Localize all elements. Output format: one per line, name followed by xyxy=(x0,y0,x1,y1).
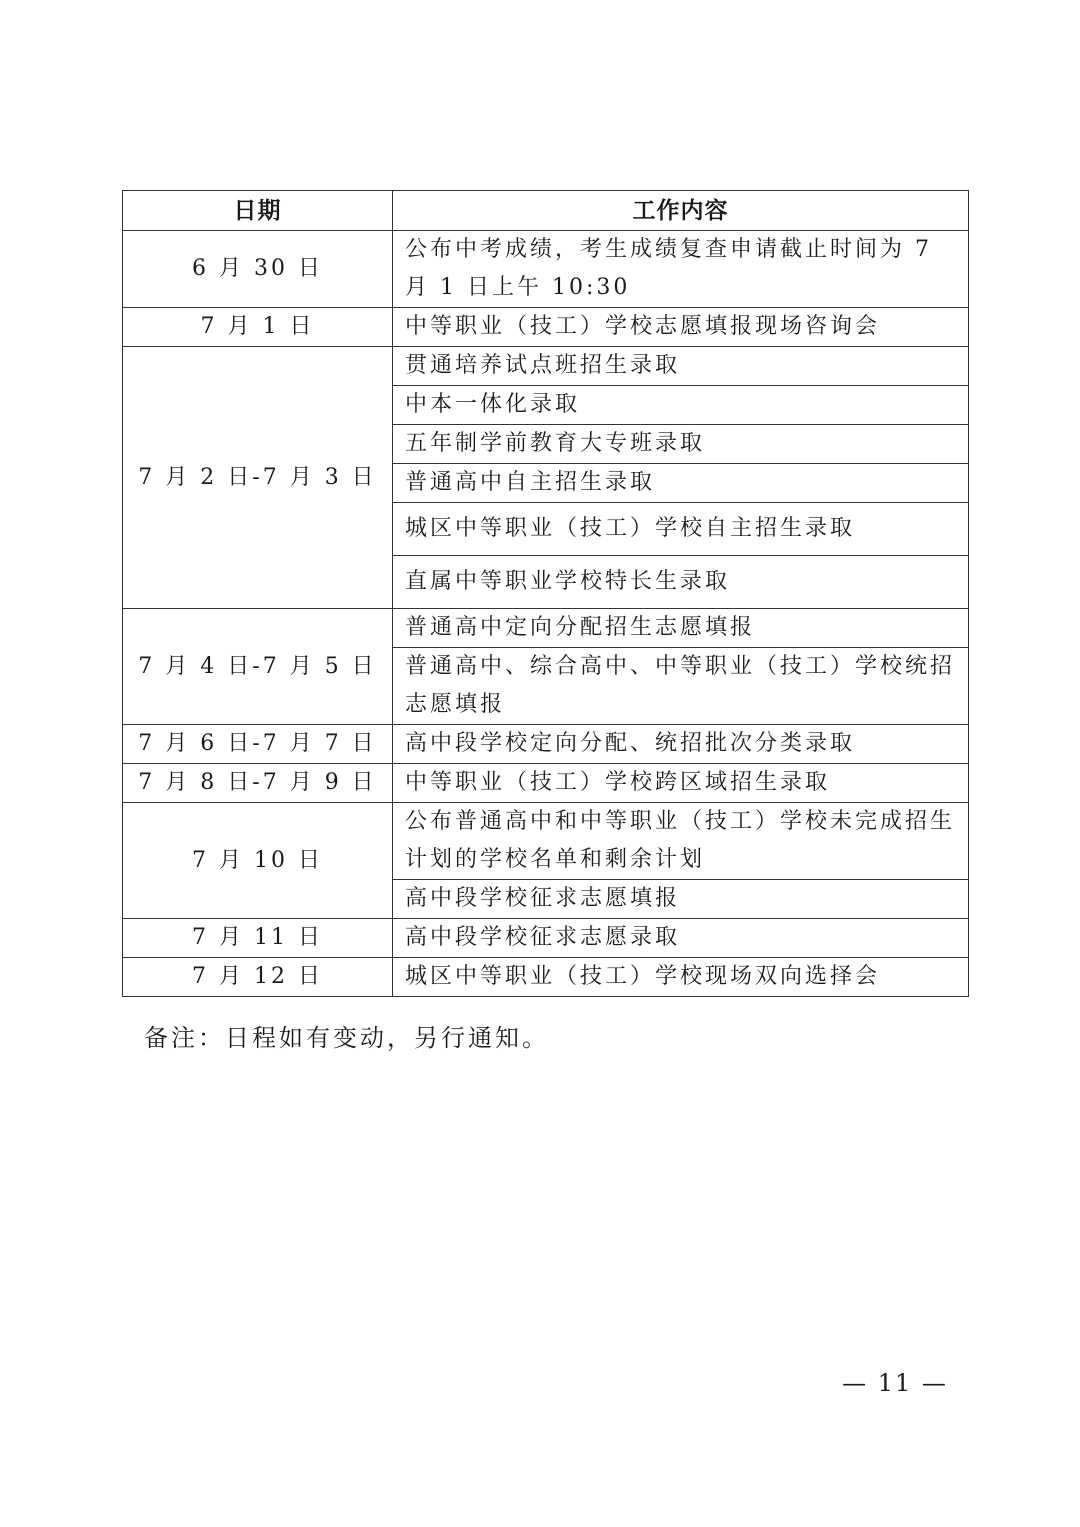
remark-note: 备注：日程如有变动，另行通知。 xyxy=(144,1024,549,1052)
table-row xyxy=(123,803,969,880)
table-row xyxy=(123,958,969,997)
work-cell: 高中段学校征求志愿填报 xyxy=(393,880,969,919)
table-row xyxy=(123,308,969,347)
date-cell: 7 月 4 日-7 月 5 日 xyxy=(123,609,393,725)
work-cell: 直属中等职业学校特长生录取 xyxy=(393,556,969,609)
work-cell: 普通高中自主招生录取 xyxy=(393,464,969,503)
work-cell: 高中段学校定向分配、统招批次分类录取 xyxy=(393,725,969,764)
work-cell: 五年制学前教育大专班录取 xyxy=(393,425,969,464)
date-cell: 7 月 8 日-7 月 9 日 xyxy=(123,764,393,803)
table-header-row xyxy=(123,191,969,231)
work-cell: 普通高中、综合高中、中等职业（技工）学校统招志愿填报 xyxy=(393,648,969,725)
date-cell: 7 月 11 日 xyxy=(123,919,393,958)
date-cell: 7 月 2 日-7 月 3 日 xyxy=(123,347,393,609)
table-row xyxy=(123,919,969,958)
work-cell: 中等职业（技工）学校志愿填报现场咨询会 xyxy=(393,308,969,347)
work-cell: 中本一体化录取 xyxy=(393,386,969,425)
date-cell: 7 月 12 日 xyxy=(123,958,393,997)
work-cell: 公布普通高中和中等职业（技工）学校未完成招生计划的学校名单和剩余计划 xyxy=(393,803,969,880)
work-cell: 高中段学校征求志愿录取 xyxy=(393,919,969,958)
work-cell: 公布中考成绩，考生成绩复查申请截止时间为 7 月 1 日上午 10:30 xyxy=(393,231,969,308)
work-cell: 城区中等职业（技工）学校自主招生录取 xyxy=(393,503,969,556)
table-row xyxy=(123,609,969,648)
table-row xyxy=(123,725,969,764)
table-row xyxy=(123,347,969,386)
schedule-table xyxy=(122,190,969,997)
date-cell: 7 月 10 日 xyxy=(123,803,393,919)
date-column-header: 日期 xyxy=(123,191,393,231)
work-column-header: 工作内容 xyxy=(393,191,969,231)
work-cell: 城区中等职业（技工）学校现场双向选择会 xyxy=(393,958,969,997)
table-row xyxy=(123,231,969,308)
date-cell: 6 月 30 日 xyxy=(123,231,393,308)
table-row xyxy=(123,764,969,803)
work-cell: 贯通培养试点班招生录取 xyxy=(393,347,969,386)
page-number: — 11 — xyxy=(842,1369,948,1397)
work-cell: 中等职业（技工）学校跨区域招生录取 xyxy=(393,764,969,803)
date-cell: 7 月 1 日 xyxy=(123,308,393,347)
work-cell: 普通高中定向分配招生志愿填报 xyxy=(393,609,969,648)
date-cell: 7 月 6 日-7 月 7 日 xyxy=(123,725,393,764)
